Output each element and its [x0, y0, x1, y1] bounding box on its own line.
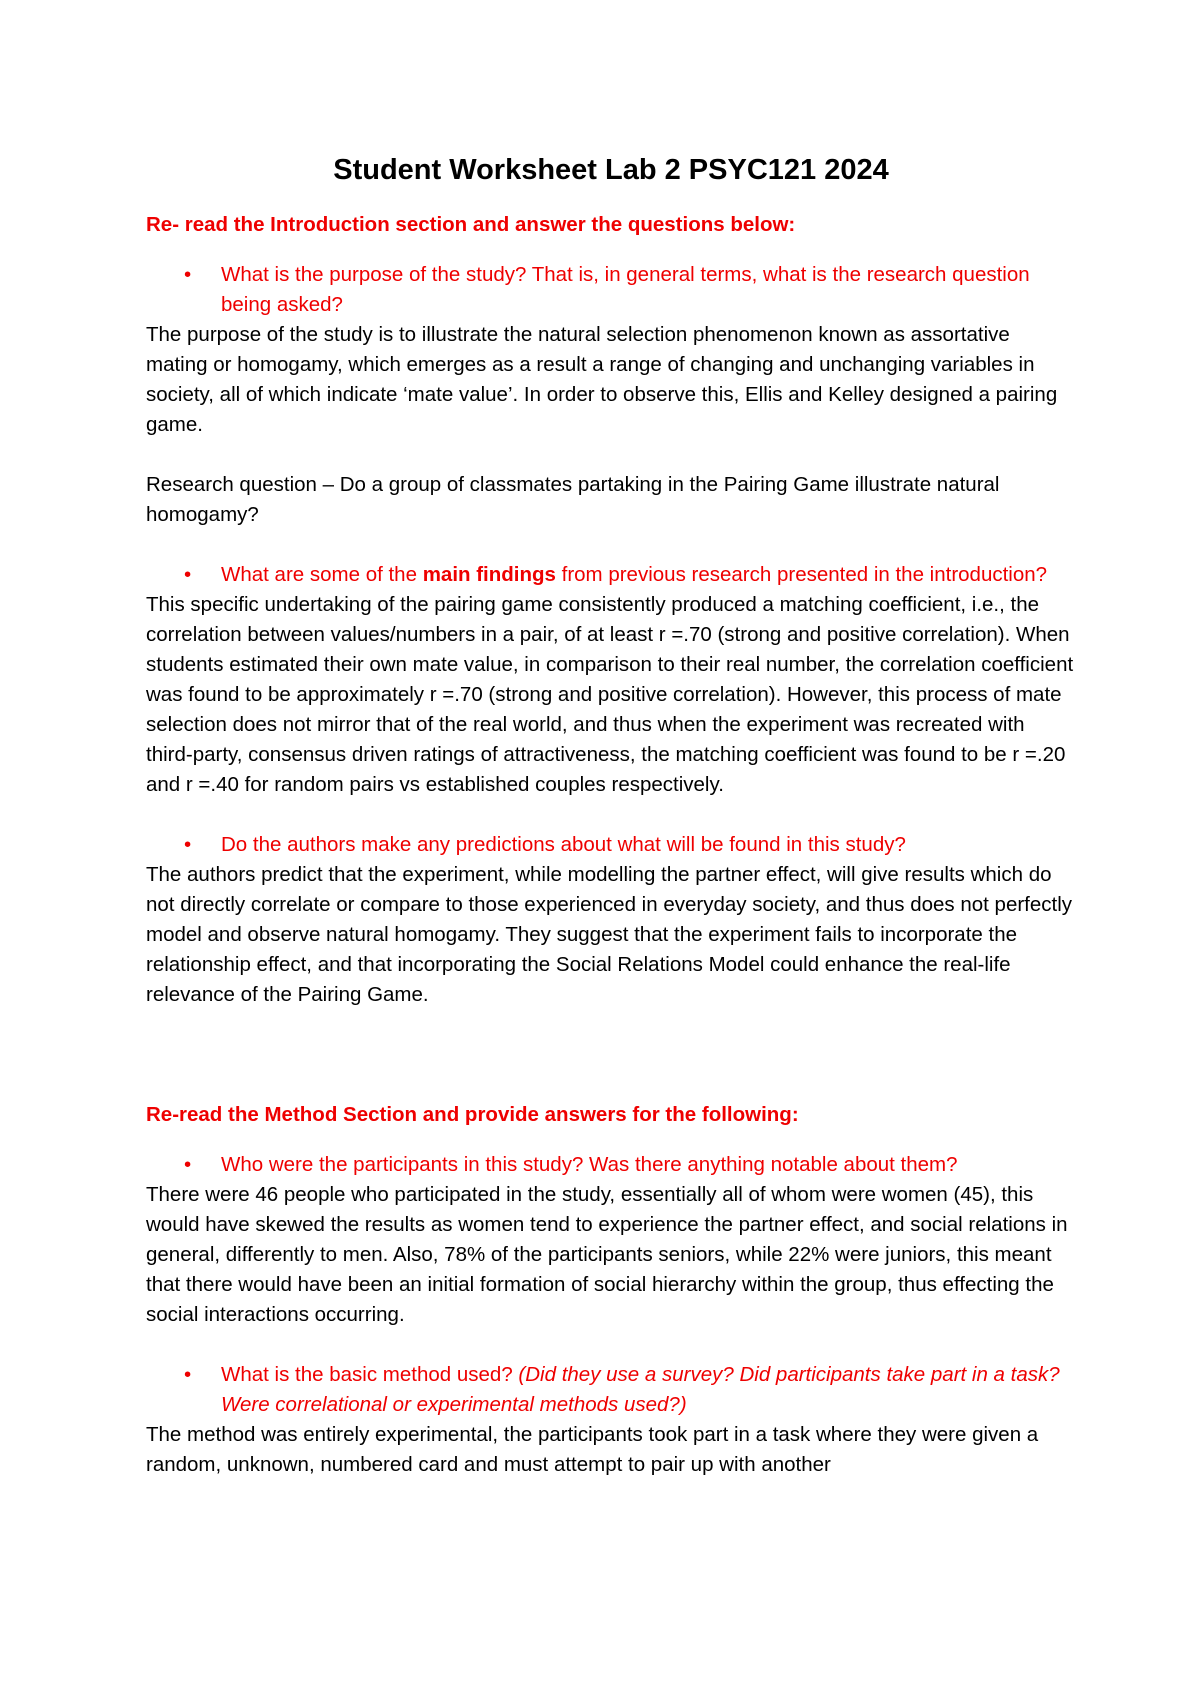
section-heading-introduction: Re- read the Introduction section and answer the questions below: — [146, 213, 796, 236]
page-title: Student Worksheet Lab 2 PSYC121 2024 — [333, 154, 889, 186]
answer-predictions: The authors predict that the experiment, while modelling the partner effect, will give results which do not directly correlate or compare to those experienced in everyday society, and thus does not perfectly model and observe natural homogamy. They suggest that the experiment fails to incorporate the relationship effect, and that incorporating the Social Relations Model could enhance the real-life relevance of the Pairing Game. — [146, 863, 1073, 1006]
answer-research-question: Research question – Do a group of classmates partaking in the Pairing Game illustrate natural homogamy? — [146, 473, 1000, 526]
document-body — [146, 150, 1076, 1480]
question-text: Who were the participants in this study? Was there anything notable about them? — [221, 1153, 958, 1176]
answer-main-findings: This specific undertaking of the pairing game consistently produced a matching coefficient, i.e., the correlation between values/numbers in a pair, of at least r =.70 (strong and positive correlation). When students estimated their own mate value, in comparison to their real number, the correlation coefficient was found to be approximately r =.70 (strong and positive correlation). However, this process of mate selection does not mirror that of the real world, and thus when the experiment was recreated with third-party, consensus driven ratings of attractiveness, the matching coefficient was found to be r =.20 and r =.40 for random pairs vs established couples respectively. — [146, 593, 1074, 796]
answer-purpose: The purpose of the study is to illustrate the natural selection phenomenon known as assortative mating or homogamy, which emerges as a result a range of changing and unchanging variables in society, all of which indicate ‘mate value’. In order to observe this, Ellis and Kelley designed a pairing game. — [146, 323, 1058, 436]
question-purpose — [146, 260, 1076, 320]
question-participants — [146, 1150, 1076, 1180]
answer-basic-method: The method was entirely experimental, the participants took part in a task where they were given a random, unknown, numbered card and must attempt to pair up with another — [146, 1423, 1039, 1476]
bullet-icon: • — [184, 1363, 192, 1386]
question-text-italic: (Did they use a survey? Did participants take part in a task? Were correlational or experimental methods used?) — [221, 1363, 1060, 1416]
bullet-icon: • — [184, 1153, 192, 1176]
question-main-findings — [146, 560, 1076, 590]
question-basic-method — [146, 1360, 1076, 1420]
bullet-icon: • — [184, 263, 192, 286]
question-text: What is the purpose of the study? That is, in general terms, what is the research question being asked? — [221, 263, 1030, 316]
bullet-icon: • — [184, 563, 192, 586]
question-text-post: from previous research presented in the introduction? — [555, 563, 1048, 586]
question-text: Do the authors make any predictions about what will be found in this study? — [221, 833, 906, 856]
bullet-icon: • — [184, 833, 192, 856]
section-heading-method: Re-read the Method Section and provide answers for the following: — [146, 1103, 799, 1126]
answer-participants: There were 46 people who participated in the study, essentially all of whom were women (45), this would have skewed the results as women tend to experience the partner effect, and social relations in general, differently to men. Also, 78% of the participants seniors, while 22% were juniors, this meant that there would have been an initial formation of social hierarchy within the group, thus effecting the social interactions occurring. — [146, 1183, 1068, 1326]
question-text-bold: main findings — [422, 563, 556, 586]
question-text-pre: What are some of the — [221, 563, 423, 586]
question-predictions — [146, 830, 1076, 860]
question-text: What is the basic method used? — [221, 1363, 513, 1386]
